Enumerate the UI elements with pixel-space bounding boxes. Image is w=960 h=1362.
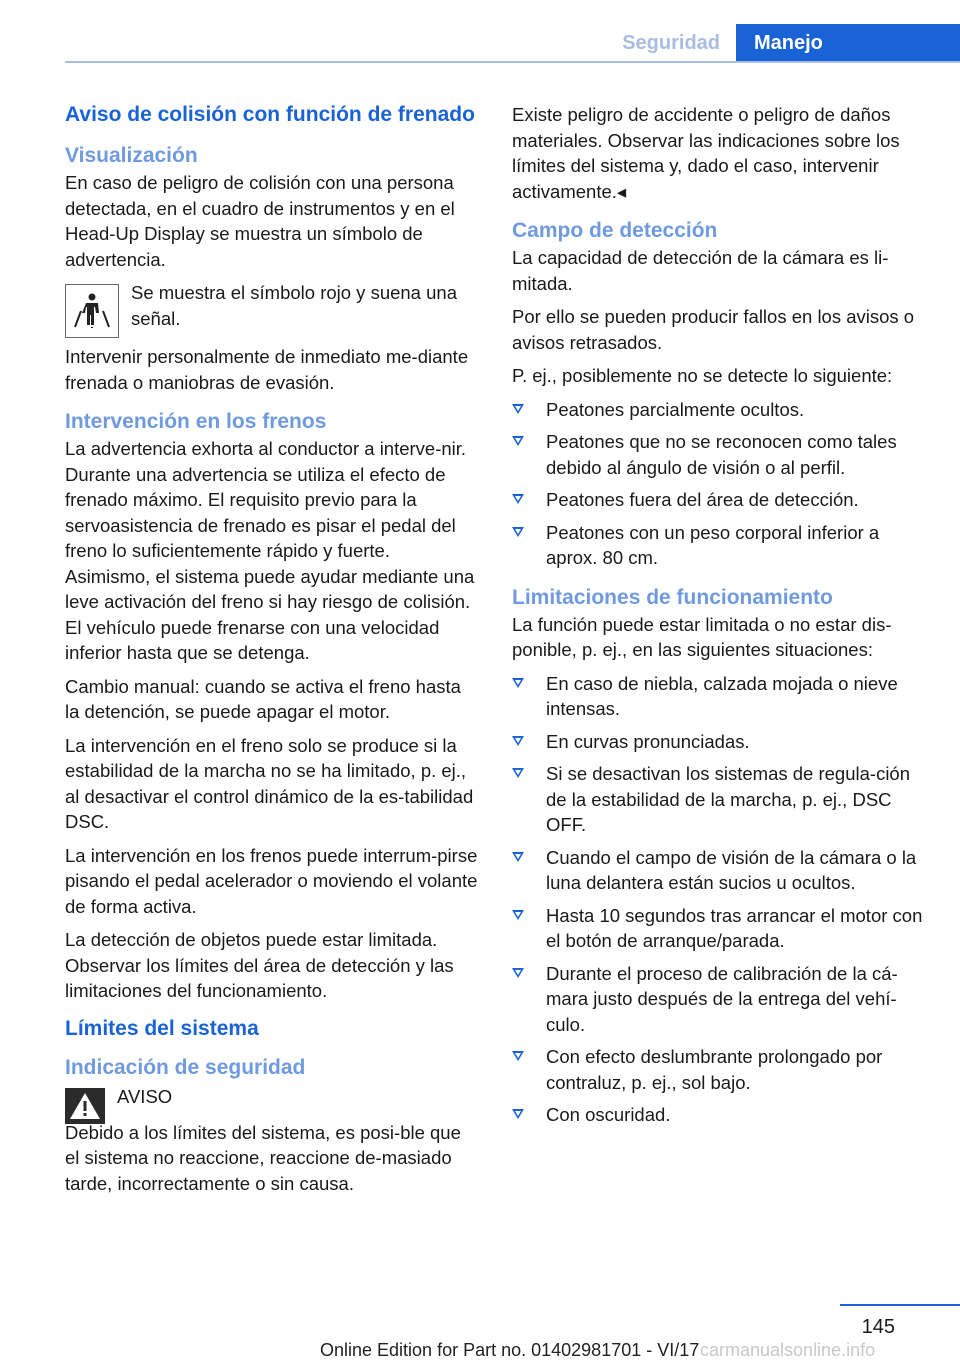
list-item: Cuando el campo de visión de la cámara o la luna delantera están sucios u ocultos. [512,845,930,896]
list-item: En curvas pronunciadas. [512,729,930,755]
symbol-description: Se muestra el símbolo rojo y suena una señal. [131,282,457,329]
paragraph: La detección de objetos puede estar limitada. Observar los límites del área de detección y las limitaciones del funcionamiento. [65,929,454,1001]
section-title: Aviso de colisión con función de frenado [65,103,475,126]
list-item: Peatones con un peso corporal inferior a aprox. 80 cm. [512,520,930,571]
tab-seguridad[interactable]: Seguridad [622,32,720,54]
list-item: Con oscuridad. [512,1102,930,1128]
bullet-triangle-icon [512,678,524,688]
paragraph: La intervención en los frenos puede interrum-pirse pisando el pedal acelerador o moviendo el volante de forma activa. [65,844,478,917]
bullet-triangle-icon [512,852,524,862]
bullet-triangle-icon [512,910,524,920]
list-item: En caso de niebla, calzada mojada o nieve intensas. [512,671,930,722]
bullet-triangle-icon [512,404,524,414]
paragraph: La intervención en el freno solo se produce si la estabilidad de la marcha no se ha limitado, p. ej., al desactivar el control dinámico de la es-tabilidad DSC. [65,734,474,832]
right-column [512,102,930,1135]
footer-rule [840,1304,960,1306]
symbol-row [65,280,479,338]
warning-title: AVISO [117,1085,173,1107]
list-item: Con efecto deslumbrante prolongado por contraluz, p. ej., sol bajo. [512,1044,930,1095]
page-header [65,24,960,62]
watermark: carmanualsonline.info [700,1340,876,1360]
bullet-triangle-icon [512,1109,524,1119]
warning-block [65,1082,479,1124]
page-number: 145 [861,1316,895,1338]
paragraph: En caso de peligro de colisión con una persona detectada, en el cuadro de instrumentos y en el Head-Up Display se muestra un símbolo de advertencia. [65,172,455,270]
bullet-triangle-icon [512,1051,524,1061]
list-limitaciones [512,671,930,1128]
paragraph: Intervenir personalmente de inmediato me-diante frenada o maniobras de evasión. [65,346,469,393]
bullet-triangle-icon [512,768,524,778]
edition-text: Online Edition for Part no. 01402981701 - VI/17 [320,1340,700,1360]
pedestrian-warning-icon [65,284,119,338]
bullet-triangle-icon [512,527,524,537]
paragraph: La función puede estar limitada o no estar dis-ponible, p. ej., en las siguientes situaciones: [512,613,892,660]
paragraph: Cambio manual: cuando se activa el freno hasta la detención, se puede apagar el motor. [65,675,461,722]
subheading-campo: Campo de detección [512,219,718,242]
paragraph: Existe peligro de accidente o peligro de daños materiales. Observar las indicaciones sobre los límites del sistema y, dado el caso, intervenir activamente.◂ [512,104,900,202]
list-campo [512,397,930,571]
paragraph: La capacidad de detección de la cámara es li-mitada. [512,247,889,294]
subheading-visualizacion: Visualización [65,144,198,167]
list-item: Peatones que no se reconocen como tales debido al ángulo de visión o al perfil. [512,429,930,480]
list-item: Hasta 10 segundos tras arrancar el motor con el botón de arranque/parada. [512,903,930,954]
warning-triangle-icon [65,1088,105,1124]
bullet-triangle-icon [512,968,524,978]
subheading-frenos: Intervención en los frenos [65,410,327,433]
list-item: Si se desactivan los sistemas de regula-ción de la estabilidad de la marcha, p. ej., DSC OFF. [512,761,930,838]
paragraph: La advertencia exhorta al conductor a interve-nir. Durante una advertencia se utiliza el efecto de frenado máximo. El requisito previo para la servoasistencia de frenado es pisar el pedal del freno lo suficientemente rápido y fuerte. Asimismo, el sistema puede ayudar mediante una leve activación del freno si hay riesgo de colisión. El vehículo puede frenarse con una velocidad inferior hasta que se detenga. [65,438,475,663]
bullet-triangle-icon [512,736,524,746]
subheading-limitaciones: Limitaciones de funcionamiento [512,585,833,609]
list-item: Durante el proceso de calibración de la cá-mara justo después de la entrega del vehí-culo. [512,961,930,1038]
paragraph: P. ej., posiblemente no se detecte lo siguiente: [512,365,893,386]
tab-manejo[interactable]: Manejo [736,24,960,62]
section-title-limites: Límites del sistema [65,1016,259,1040]
bullet-triangle-icon [512,494,524,504]
paragraph: Por ello se pueden producir fallos en los avisos o avisos retrasados. [512,306,915,353]
left-column [65,102,479,1204]
list-item: Peatones parcialmente ocultos. [512,397,930,423]
bullet-triangle-icon [512,436,524,446]
subheading-seguridad: Indicación de seguridad [65,1055,306,1079]
header-rule [65,61,960,63]
list-item: Peatones fuera del área de detección. [512,487,930,513]
warning-text: Debido a los límites del sistema, es posi-ble que el sistema no reaccione, reaccione de-masiado tarde, incorrectamente o sin causa. [65,1121,461,1194]
